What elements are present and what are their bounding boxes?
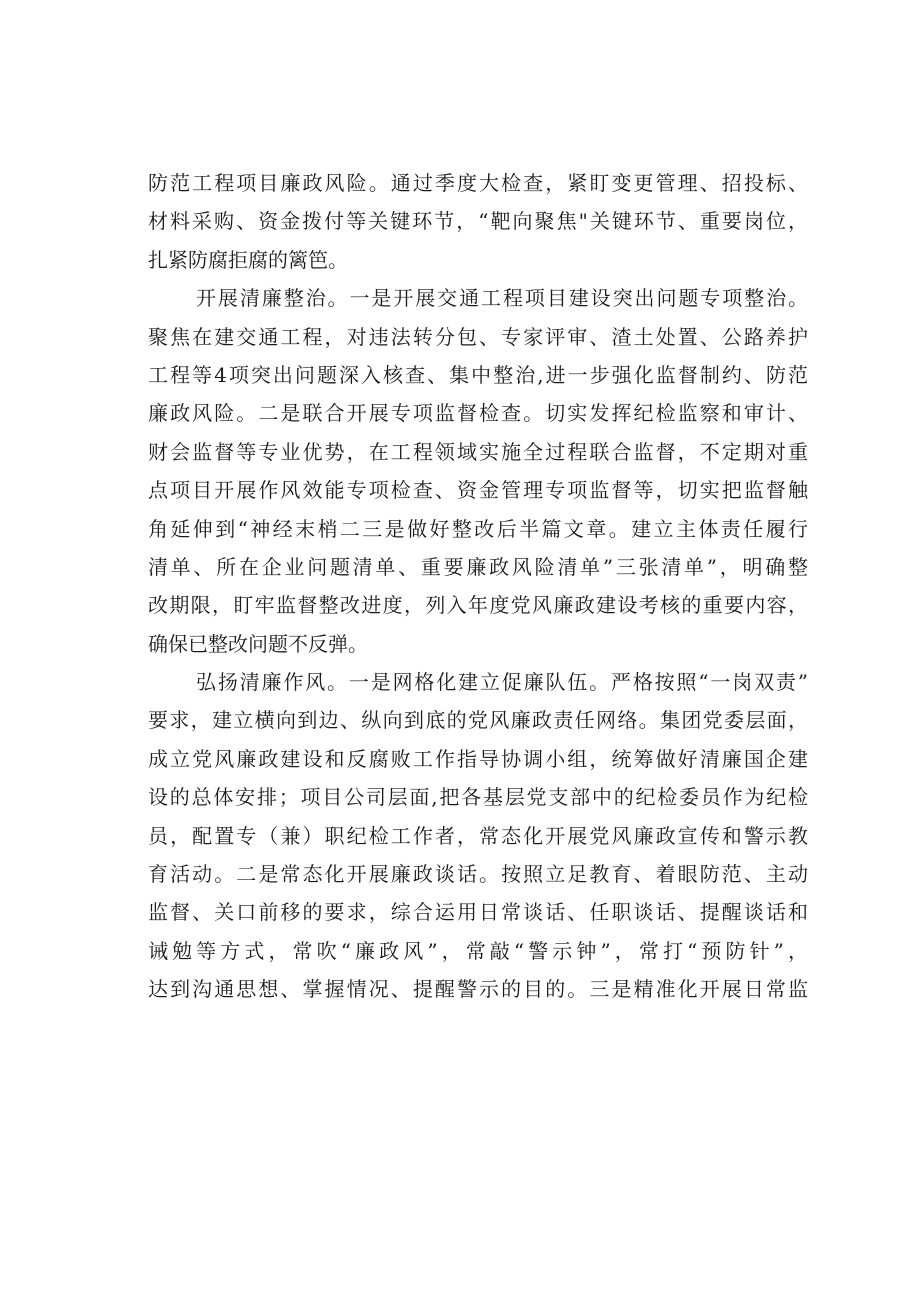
text-line: 财会监督等专业优势，在工程领域实施全过程联合监督，不定期对重 xyxy=(148,439,808,464)
text-line: 设的总体安排；项目公司层面,把各基层党支部中的纪检委员作为纪检 xyxy=(148,785,808,810)
document-body xyxy=(148,164,808,1009)
text-line: 要求，建立横向到边、纵向到底的党风廉政责任网络。集团党委层面， xyxy=(148,708,808,733)
paragraph-1 xyxy=(148,164,808,279)
text-line: 确保已整改问题不反弹。 xyxy=(148,631,368,656)
text-line: 角延伸到“神经末梢二三是做好整改后半篇文章。建立主体责任履行 xyxy=(148,516,808,541)
text-line: 防范工程项目廉政风险。通过季度大检查，紧盯变更管理、招投标、 xyxy=(148,171,808,195)
text-line: 监督、关口前移的要求，综合运用日常谈话、任职谈话、提醒谈话和 xyxy=(148,900,808,925)
text-line: 达到沟通思想、掌握情况、提醒警示的目的。三是精准化开展日常监 xyxy=(148,977,808,1002)
text-line: 弘扬清廉作风。一是网格化建立促廉队伍。严格按照“一岗双责” xyxy=(196,670,808,695)
text-line: 廉政风险。二是联合开展专项监督检查。切实发挥纪检监察和审计、 xyxy=(148,401,808,426)
text-line: 点项目开展作风效能专项检查、资金管理专项监督等，切实把监督触 xyxy=(148,478,808,503)
text-line: 开展清廉整治。一是开展交通工程项目建设突出问题专项整治。 xyxy=(196,286,808,311)
text-line: 清单、所在企业问题清单、重要廉政风险清单”三张清单”，明确整 xyxy=(148,554,808,579)
text-line: 聚焦在建交通工程，对违法转分包、专家评审、渣土处置、公路养护 xyxy=(148,324,808,349)
paragraph-3 xyxy=(148,663,808,1009)
text-line: 材料采购、资金拨付等关键环节，“靶向聚焦"关键环节、重要岗位， xyxy=(148,209,808,234)
text-line: 工程等4项突出问题深入核查、集中整治,进一步强化监督制约、防范 xyxy=(148,362,808,387)
text-line: 育活动。二是常态化开展廉政谈话。按照立足教育、着眼防范、主动 xyxy=(148,862,808,887)
text-line: 改期限，盯牢监督整改进度，列入年度党风廉政建设考核的重要内容， xyxy=(148,593,808,618)
text-line: 员，配置专（兼）职纪检工作者，常态化开展党风廉政宣传和警示教 xyxy=(148,823,808,848)
text-line: 诫勉等方式，常吹“廉政风”，常敲“警示钟”，常打“预防针”， xyxy=(148,938,808,963)
text-line: 扎紧防腐拒腐的篱笆。 xyxy=(148,247,348,272)
paragraph-2 xyxy=(148,279,808,663)
text-line: 成立党风廉政建设和反腐败工作指导协调小组，统筹做好清廉国企建 xyxy=(148,746,808,771)
